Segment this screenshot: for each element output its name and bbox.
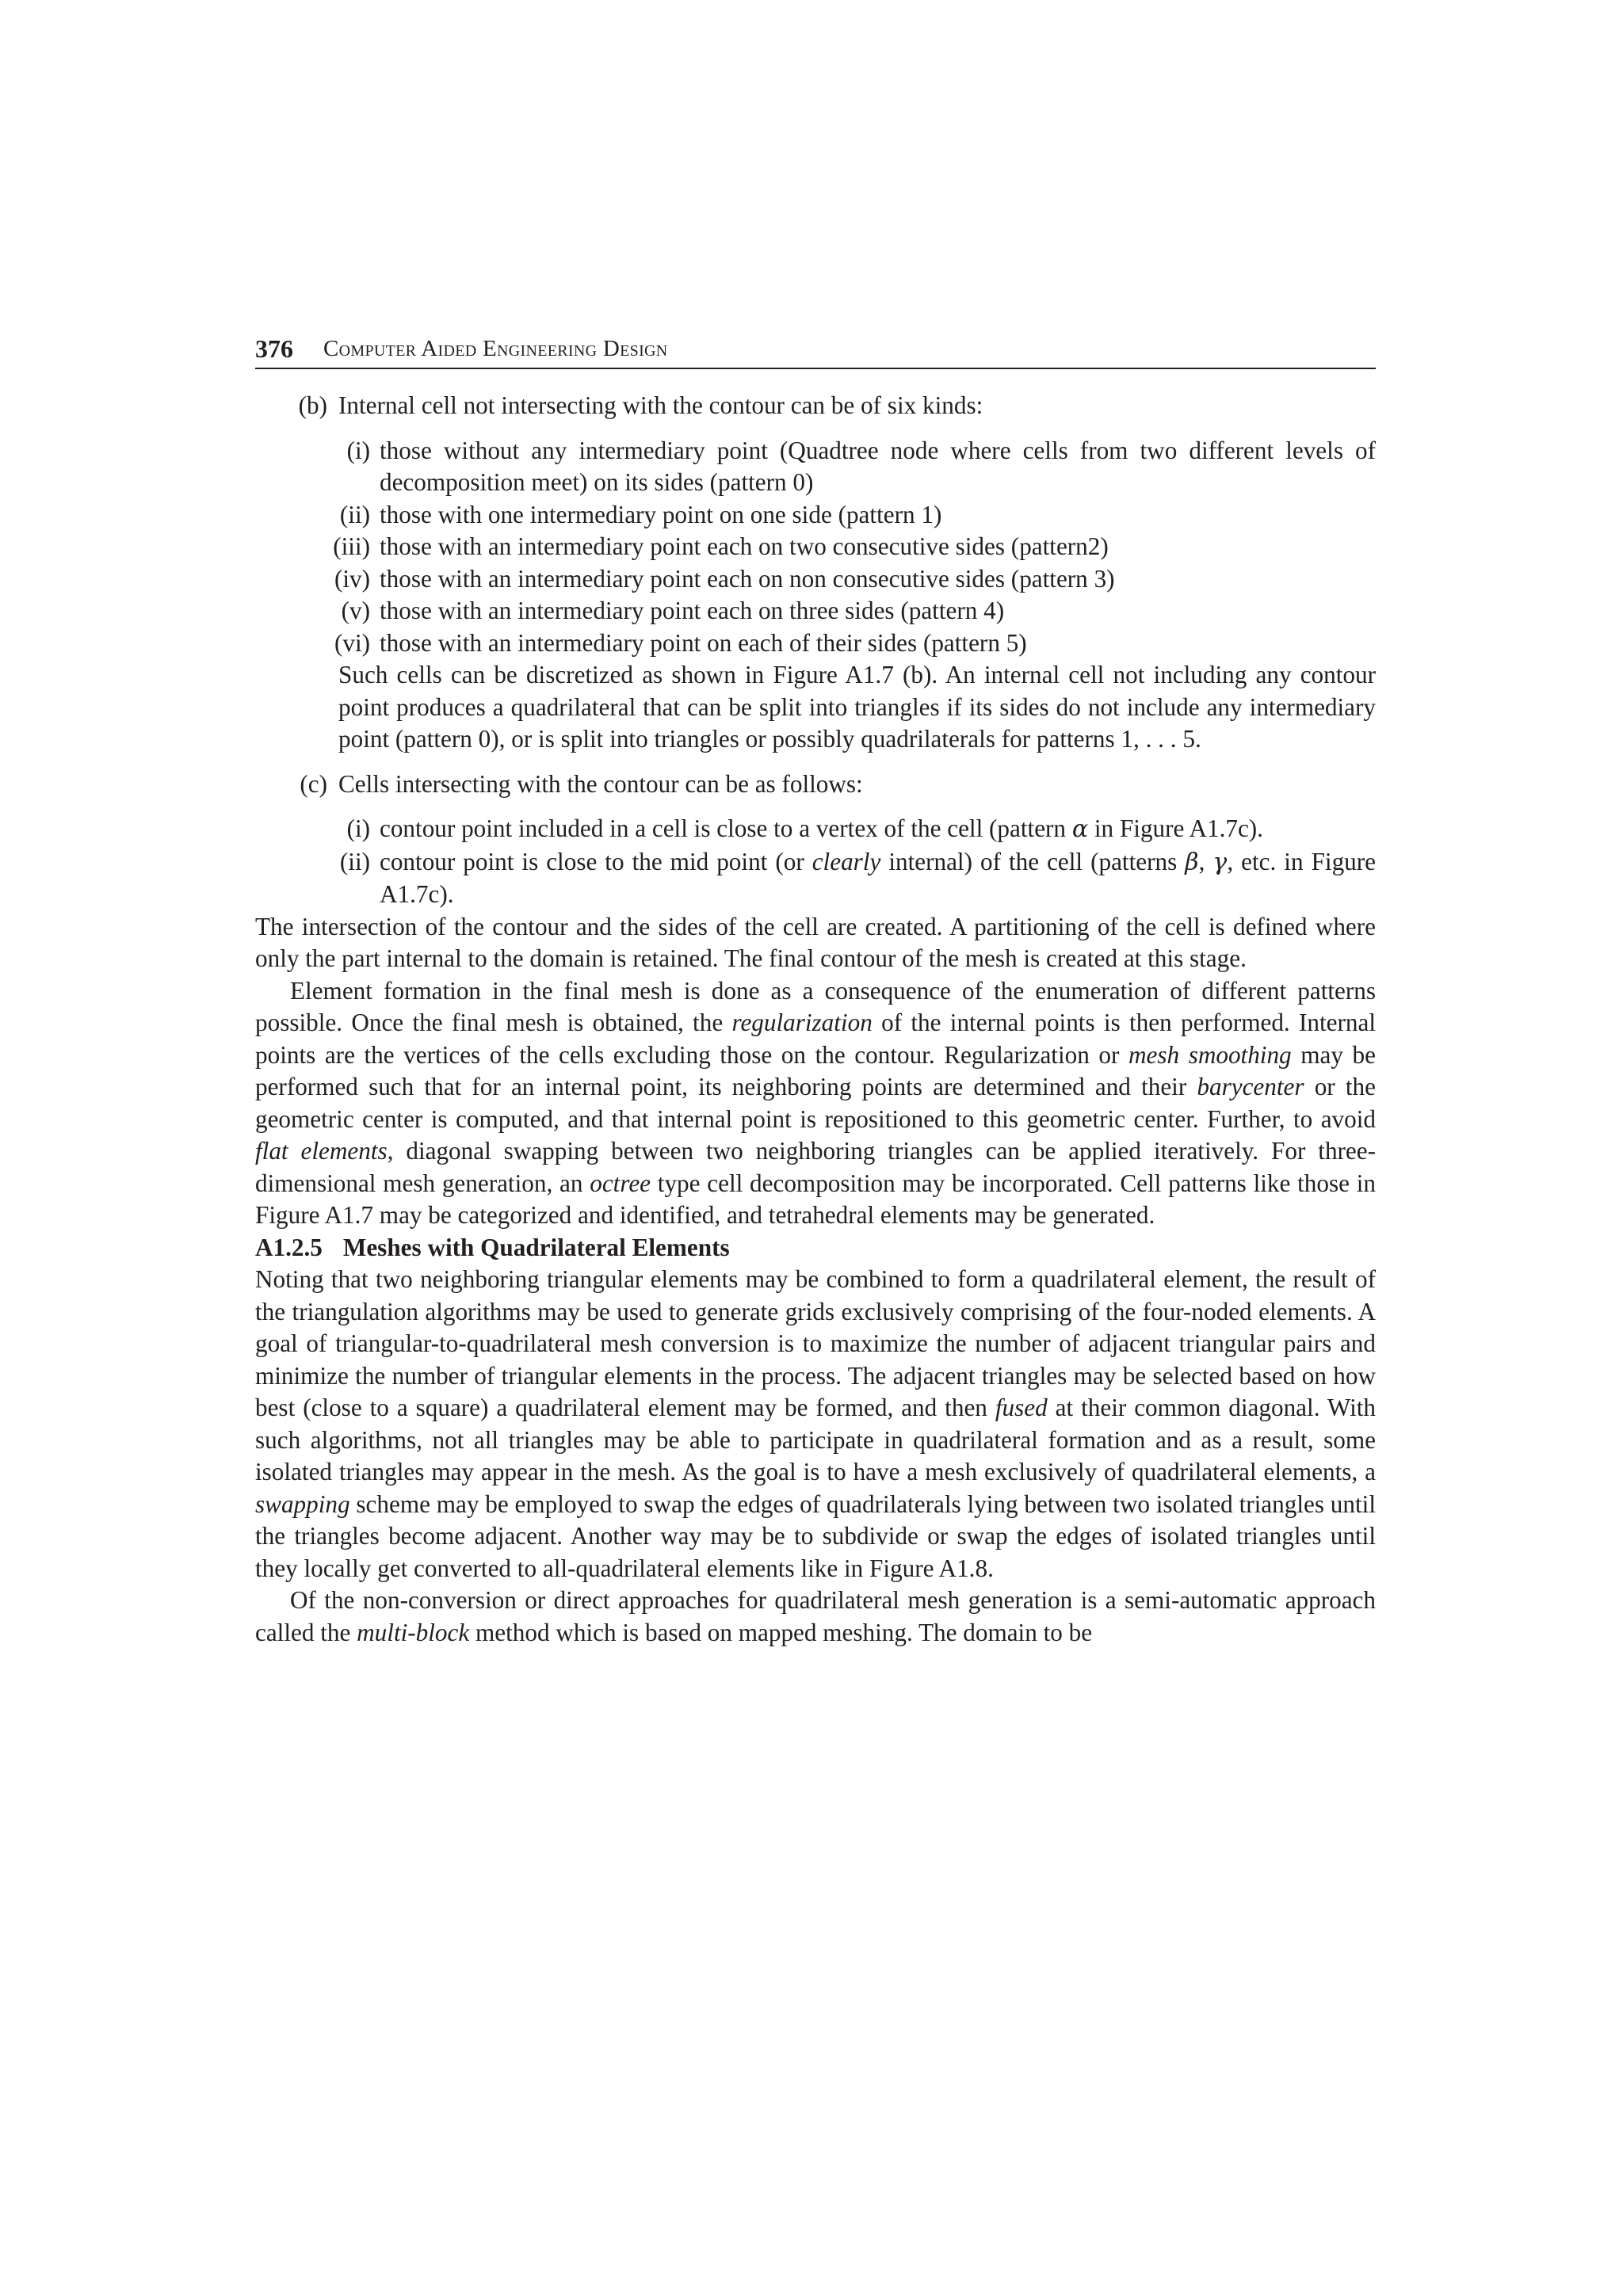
section-number: A1.2.5 xyxy=(255,1233,323,1261)
list-item-label: (ii) xyxy=(339,500,370,528)
list-item xyxy=(255,627,1376,660)
item-label: (c) xyxy=(300,769,327,798)
text-run: type cell decomposition may be incorporated. Cell patterns like those in Figure A1.7 may be categorized and identified, and tetrahedral elements may be generated. xyxy=(255,1169,1376,1229)
emphasis: barycenter xyxy=(1197,1073,1304,1100)
item-b xyxy=(255,390,1376,422)
text-run: , diagonal swapping between two neighboring triangles can be applied iteratively. For three-dimensional mesh generation, an xyxy=(255,1137,1376,1197)
text-run: internal) of the cell (patterns xyxy=(880,847,1186,875)
body-text xyxy=(255,390,1376,1649)
list-item-text: those with an intermediary point on each of their sides (pattern 5) xyxy=(380,628,1027,657)
item-b-paragraph: Such cells can be discretized as shown in Figure A1.7 (b). An internal cell not including any contour point produces a quadrilateral that can be split into triangles if its sides do not include any intermediary point (pattern 0), or is split into triangles or possibly quadrilaterals for patterns 1, . . . 5. xyxy=(338,661,1376,753)
list-item xyxy=(255,813,1376,846)
contour-case-list xyxy=(255,813,1376,911)
emphasis: flat elements xyxy=(255,1137,388,1165)
section-heading xyxy=(255,1232,1376,1264)
emphasis: swapping xyxy=(255,1489,350,1518)
paragraph: The intersection of the contour and the sides of the cell are created. A partitioning of the cell is defined where only the part internal to the domain is retained. The final contour of the mesh is created at this stage. xyxy=(255,912,1376,972)
list-item-label: (ii) xyxy=(339,847,370,875)
text-run: method which is based on mapped meshing. The domain to be xyxy=(469,1618,1093,1646)
item-label: (b) xyxy=(298,391,327,419)
alpha-symbol: α xyxy=(1071,815,1089,843)
text-run: or the geometric center is computed, and that internal point is repositioned to this geometric center. Further, to avoid xyxy=(255,1073,1376,1133)
list-item-text: those without any intermediary point (Quadtree node where cells from two different levels of decomposition meet) on its sides (pattern 0) xyxy=(380,436,1376,496)
list-item-label: (vi) xyxy=(334,628,370,657)
text-run: in Figure A1.7c). xyxy=(1088,814,1263,842)
item-c xyxy=(255,769,1376,801)
text-run: Of the non-conversion or direct approaches for quadrilateral mesh generation is a semi-automatic approach called the xyxy=(255,1586,1376,1646)
emphasis: octree xyxy=(590,1169,651,1197)
text-run: contour point is close to the mid point (or xyxy=(380,847,812,875)
list-item xyxy=(255,531,1376,563)
item-c-intro: Cells intersecting with the contour can be as follows: xyxy=(338,769,863,798)
emphasis: fused xyxy=(995,1394,1048,1421)
paragraph xyxy=(255,1264,1376,1585)
text-run: , etc. in Figure A1.7c). xyxy=(380,847,1376,908)
text-run: contour point included in a cell is close to a vertex of the cell (pattern xyxy=(380,814,1072,842)
text-run: , xyxy=(1198,847,1213,875)
list-item-text: those with an intermediary point each on non consecutive sides (pattern 3) xyxy=(380,564,1115,593)
list-item-text: those with an intermediary point each on three sides (pattern 4) xyxy=(380,597,1005,624)
list-item xyxy=(255,595,1376,627)
item-b-intro: Internal cell not intersecting with the contour can be of six kinds: xyxy=(338,391,983,419)
list-item-text: those with one intermediary point on one side (pattern 1) xyxy=(380,500,942,528)
list-item-label: (i) xyxy=(346,814,370,842)
text-run: may be performed such that for an internal point, its neighboring points are determined and their xyxy=(255,1040,1376,1100)
running-header xyxy=(255,331,1376,369)
beta-symbol: β xyxy=(1185,848,1199,876)
paragraph xyxy=(255,1585,1376,1649)
list-item-label: (i) xyxy=(346,436,370,464)
list-item-text xyxy=(380,813,1376,846)
emphasis: clearly xyxy=(812,847,881,875)
page-number: 376 xyxy=(255,334,293,363)
list-item xyxy=(255,846,1376,911)
text-run: scheme may be employed to swap the edges of quadrilaterals lying between two isolated triangles until the triangles become adjacent. Another way may be to subdivide or swap the edges of isolated triangles until they locally get converted to all-quadrilateral elements like in Figure A1.8. xyxy=(255,1489,1376,1582)
list-item-label: (iv) xyxy=(334,564,370,593)
text-run: at their common diagonal. With such algorithms, not all triangles may be able to participate in quadrilateral formation and as a result, some isolated triangles may appear in the mesh. As the goal is to have a mesh exclusively of quadrilateral elements, a xyxy=(255,1394,1376,1486)
list-item-label: (v) xyxy=(341,597,370,624)
list-item xyxy=(255,563,1376,596)
list-item xyxy=(255,499,1376,532)
gamma-symbol: γ xyxy=(1212,848,1228,876)
list-item-text xyxy=(380,846,1376,911)
text-run: Element formation in the final mesh is done as a consequence of the enumeration of different patterns possible. Once the final mesh is obtained, the xyxy=(255,976,1376,1036)
list-item-text: those with an intermediary point each on two consecutive sides (pattern2) xyxy=(380,532,1109,560)
emphasis: regularization xyxy=(731,1009,873,1036)
emphasis: multi-block xyxy=(357,1618,470,1646)
text-run: Noting that two neighboring triangular elements may be combined to form a quadrilateral element, the result of the triangulation algorithms may be used to generate grids exclusively comprising of the four-noded elements. A goal of triangular-to-quadrilateral mesh conversion is to maximize the number of adjacent triangular pairs and minimize the number of triangular elements in the process. The adjacent triangles may be selected based on how best (close to a square) a quadrilateral element may be formed, and then xyxy=(255,1265,1376,1421)
pattern-list xyxy=(255,435,1376,660)
running-title: Computer Aided Engineering Design xyxy=(323,336,668,361)
emphasis: mesh smoothing xyxy=(1128,1040,1292,1069)
section-title: Meshes with Quadrilateral Elements xyxy=(342,1233,730,1261)
paragraph xyxy=(255,975,1376,1232)
list-item-label: (iii) xyxy=(333,532,370,560)
list-item xyxy=(255,435,1376,499)
text-run: of the internal points is then performed. Internal points are the vertices of the cells excluding those on the contour. Regularization or xyxy=(255,1009,1376,1069)
